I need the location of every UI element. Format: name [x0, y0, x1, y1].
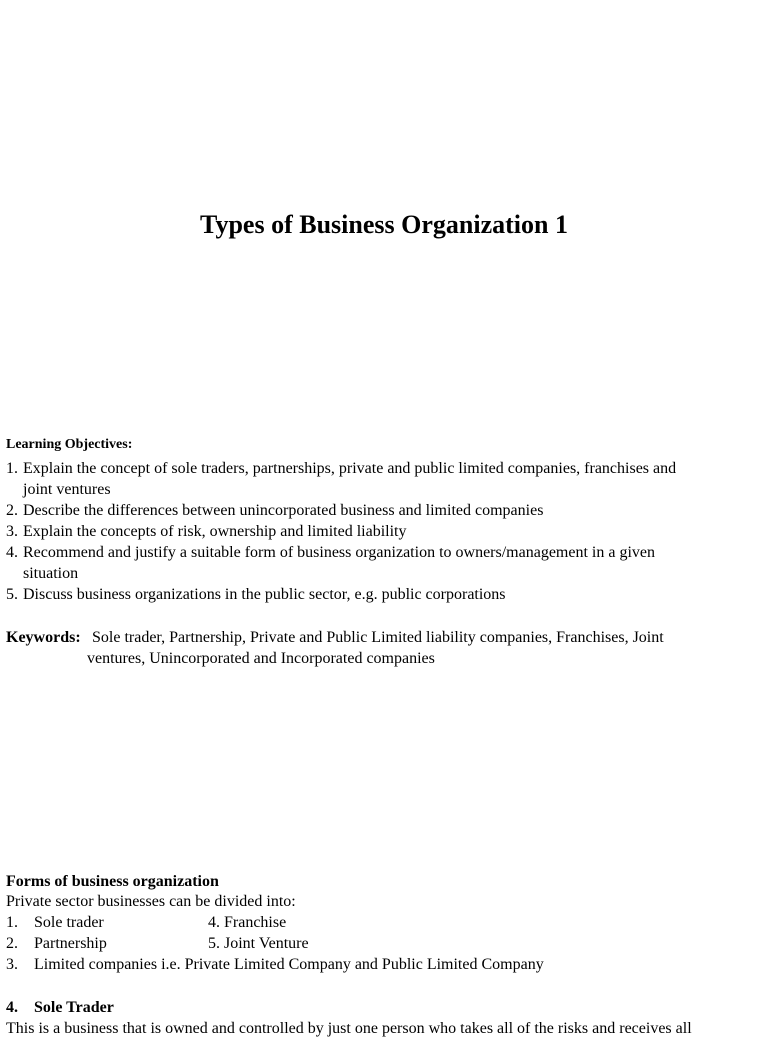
objective-1-text-cont: joint ventures — [23, 481, 111, 498]
objective-3-number: 3. — [6, 523, 18, 540]
forms-item-3-text: Limited companies i.e. Private Limited Company and Public Limited Company — [34, 956, 544, 973]
keywords-label: Keywords: — [6, 629, 81, 646]
sole-trader-heading: Sole Trader — [34, 999, 114, 1016]
page-title: Types of Business Organization 1 — [200, 210, 568, 239]
forms-item-5-text: 5. Joint Venture — [208, 935, 309, 952]
objective-1-text: Explain the concept of sole traders, partnerships, private and public limited companies, franchises and — [23, 460, 677, 477]
forms-intro: Private sector businesses can be divided into: — [6, 893, 296, 910]
forms-item-4-text: 4. Franchise — [208, 914, 287, 931]
forms-item-2-text: Partnership — [34, 935, 107, 952]
forms-item-2-number: 2. — [6, 935, 18, 952]
sole-trader-number: 4. — [6, 999, 18, 1016]
objective-4-number: 4. — [6, 544, 18, 561]
forms-heading: Forms of business organization — [6, 873, 219, 890]
learning-objectives-heading: Learning Objectives: — [6, 437, 133, 452]
objective-5-text: Discuss business organizations in the public sector, e.g. public corporations — [23, 586, 506, 603]
objective-5-number: 5. — [6, 586, 18, 603]
keywords-text: Sole trader, Partnership, Private and Public Limited liability companies, Franchises, Joint — [92, 629, 664, 646]
objective-1-number: 1. — [6, 460, 18, 477]
objective-2-text: Describe the differences between unincorporated business and limited companies — [23, 502, 544, 519]
objective-4-text: Recommend and justify a suitable form of business organization to owners/management in a given — [23, 544, 655, 561]
keywords-text-cont: ventures, Unincorporated and Incorporated companies — [87, 650, 435, 667]
objective-4-text-cont: situation — [23, 565, 79, 582]
objective-2-number: 2. — [6, 502, 18, 519]
objective-3-text: Explain the concepts of risk, ownership and limited liability — [23, 523, 407, 540]
forms-item-1-number: 1. — [6, 914, 18, 931]
forms-item-3-number: 3. — [6, 956, 18, 973]
sole-trader-body-line: This is a business that is owned and controlled by just one person who takes all of the risks and receives all — [6, 1020, 692, 1037]
forms-item-1-text: Sole trader — [34, 914, 104, 931]
